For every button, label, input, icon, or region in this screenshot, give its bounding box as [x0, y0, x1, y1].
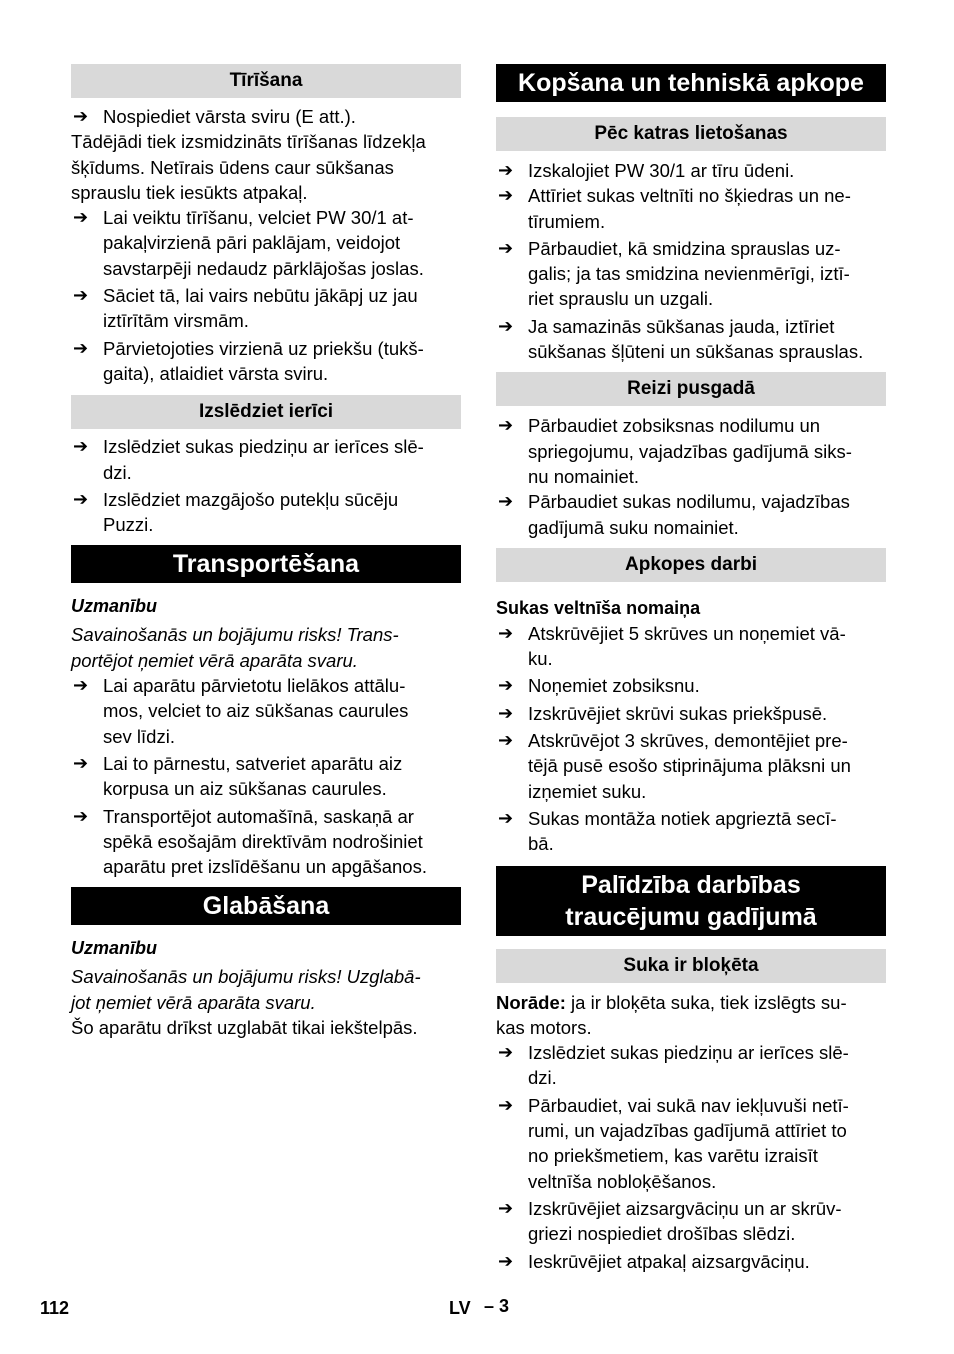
list-item: ➔ Lai veiktu tīrīšanu, velciet PW 30/1 at- pakaļvirzienā pāri paklājam, veidojot savstarpēji nedaudz pārklājošas joslas.	[73, 207, 424, 279]
caution-label: Uzmanību	[71, 938, 158, 959]
list-item: ➔ Lai aparātu pārvietotu lielākos attālu- mos, velciet to aiz sūkšanas caurules sev līdzi.	[73, 675, 409, 747]
list-item: ➔ Izslēdziet mazgājošo putekļu sūcēju Puzzi.	[73, 488, 399, 536]
arrow-right-icon: ➔	[73, 436, 89, 457]
caution-label: Uzmanību	[71, 596, 158, 617]
paragraph: Tādējādi tiek izsmidzināts tīrīšanas līdzekļa šķīdums. Netīrais ūdens caur sūkšanas sprauslu tiek iesūkts atpakaļ.	[71, 131, 426, 203]
list-item: ➔ Izslēdziet sukas piedziņu ar ierīces slē- dzi.	[73, 436, 424, 483]
list-item: ➔ Atskrūvējot 3 skrūves, demontējiet pre- tējā pusē esošo stiprinājuma plāksni un izņemiet suku.	[498, 730, 851, 802]
list-item: ➔ Izskalojiet PW 30/1 ar tīru ūdeni.	[496, 158, 886, 183]
arrow-right-icon: ➔	[498, 675, 514, 696]
arrow-right-icon: ➔	[498, 160, 514, 180]
list-item: ➔ Transportējot automašīnā, saskaņā ar spēkā esošajām direktīvām nodrošiniet aparātu pret izslīdēšanu un apgāšanos.	[73, 805, 427, 878]
arrow-right-icon: ➔	[498, 415, 514, 436]
arrow-right-icon: ➔	[498, 1197, 514, 1218]
left-column	[71, 64, 461, 1040]
arrow-right-icon: ➔	[498, 622, 514, 643]
list-item: ➔ Pārbaudiet zobsiksnas nodilumu un spriegojumu, vajadzības gadījumā siks- nu nomainiet.	[498, 415, 852, 487]
arrow-right-icon: ➔	[73, 752, 89, 773]
arrow-right-icon: ➔	[73, 106, 89, 126]
paragraph: Šo aparātu drīkst uzglabāt tikai iekštelpās.	[71, 1017, 418, 1039]
section-heading-tirisana: Tīrīšana	[71, 64, 461, 98]
right-column	[496, 64, 886, 1274]
list-item: ➔ Sukas montāža notiek apgrieztā secī- bā.	[498, 807, 837, 855]
arrow-right-icon: ➔	[498, 185, 514, 206]
arrow-right-icon: ➔	[498, 807, 514, 828]
list-item: ➔ Pārvietojoties virzienā uz priekšu (tukš- gaita), atlaidiet vārsta sviru.	[73, 337, 424, 384]
arrow-right-icon: ➔	[498, 315, 514, 336]
list-item: ➔ Ieskrūvējiet atpakaļ aizsargvāciņu.	[496, 1249, 886, 1274]
list-item: ➔ Pārbaudiet, vai sukā nav iekļuvuši netī- rumi, un vajadzības gadījumā attīriet to no priekšmetiem, kas varētu izraisīt veltnīša nobloķēšanos.	[498, 1094, 849, 1192]
note-label: Norāde:	[496, 991, 566, 1013]
chapter-heading-palidziba: Palīdzība darbības traucējumu gadījumā	[496, 866, 886, 936]
list-item: ➔ Izslēdziet sukas piedziņu ar ierīces slē- dzi.	[498, 1042, 849, 1089]
language-code: LV	[449, 1298, 471, 1318]
arrow-right-icon: ➔	[498, 1094, 514, 1115]
list-item: ➔ Izskrūvējiet skrūvi sukas priekšpusē.	[496, 701, 886, 726]
list-item: ➔ Atskrūvējiet 5 skrūves un noņemiet vā- ku.	[498, 622, 846, 670]
arrow-right-icon: ➔	[73, 675, 89, 696]
arrow-right-icon: ➔	[73, 488, 89, 509]
arrow-right-icon: ➔	[73, 805, 89, 826]
section-heading-suka: Suka ir bloķēta	[496, 949, 886, 983]
subheading: Sukas veltnīša nomaiņa	[496, 597, 701, 618]
list-item: ➔ Attīriet sukas veltnīti no šķiedras un ne- tīrumiem.	[498, 185, 851, 232]
chapter-heading-glabasana: Glabāšana	[71, 887, 461, 925]
caution-text: Savainošanās un bojājumu risks! Trans- portējot ņemiet vērā aparāta svaru.	[71, 624, 399, 671]
list-item: ➔ Lai to pārnestu, satveriet aparātu aiz korpusa un aiz sūkšanas caurules.	[73, 752, 403, 800]
section-heading-pec: Pēc katras lietošanas	[496, 117, 886, 151]
section-heading-izsledziet: Izslēdziet ierīci	[71, 395, 461, 429]
note-paragraph: Norāde: ja ir bloķēta suka, tiek izslēgts su- kas motors.	[496, 991, 847, 1038]
caution-text: Savainošanās un bojājumu risks! Uzglabā- jot ņemiet vērā aparāta svaru.	[71, 966, 421, 1013]
arrow-right-icon: ➔	[498, 237, 514, 258]
list-item: ➔ Pārbaudiet sukas nodilumu, vajadzības gadījumā suku nomainiet.	[498, 491, 850, 538]
list-item: ➔ Izskrūvējiet aizsargvāciņu un ar skrūv- griezi nospiediet drošības slēdzi.	[498, 1197, 842, 1245]
arrow-right-icon: ➔	[498, 730, 514, 751]
arrow-right-icon: ➔	[498, 1250, 514, 1271]
section-heading-apkopes: Apkopes darbi	[496, 548, 886, 582]
chapter-heading-transportesana: Transportēšana	[71, 545, 461, 583]
section-heading-reizi: Reizi pusgadā	[496, 372, 886, 406]
arrow-right-icon: ➔	[498, 1042, 514, 1063]
list-item: ➔ Nospiediet vārsta sviru (E att.).	[71, 104, 461, 129]
list-item: ➔ Noņemiet zobsiksnu.	[496, 673, 886, 698]
arrow-right-icon: ➔	[73, 207, 89, 228]
list-item: ➔ Ja samazinās sūkšanas jauda, iztīriet sūkšanas šļūteni un sūkšanas sprauslas.	[498, 315, 864, 363]
arrow-right-icon: ➔	[498, 702, 514, 723]
list-item: ➔ Sāciet tā, lai vairs nebūtu jākāpj uz jau iztīrītām virsmām.	[73, 285, 418, 332]
page-number: 112	[40, 1298, 70, 1318]
arrow-right-icon: ➔	[498, 491, 514, 512]
chapter-heading-kopsana: Kopšana un tehniskā apkope	[496, 64, 886, 102]
arrow-right-icon: ➔	[73, 285, 89, 306]
arrow-right-icon: ➔	[73, 337, 89, 358]
list-item: ➔ Pārbaudiet, kā smidzina sprauslas uz- galis; ja tas smidzina nevienmērīgi, iztī- riet sprauslu un uzgali.	[498, 237, 850, 310]
page-suffix: – 3	[484, 1296, 510, 1316]
